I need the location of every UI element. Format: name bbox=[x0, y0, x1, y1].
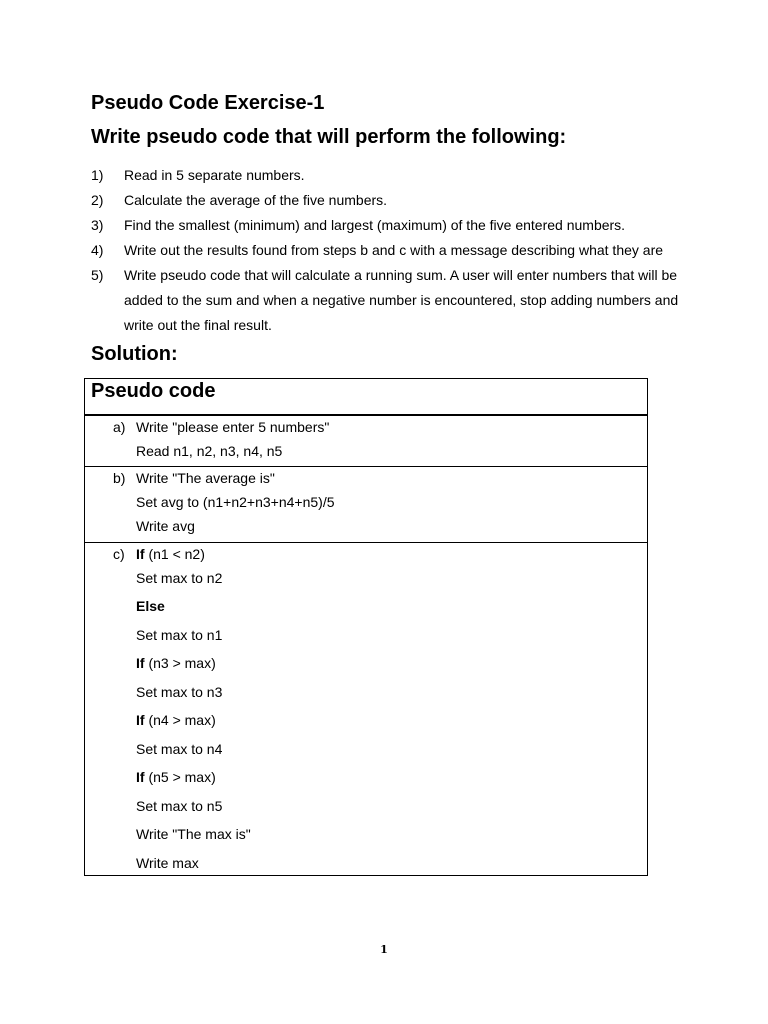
list-item bbox=[91, 238, 691, 263]
code-line bbox=[136, 627, 222, 643]
code-line bbox=[136, 655, 216, 671]
list-item bbox=[91, 213, 691, 238]
code-line bbox=[136, 598, 165, 614]
code-text: Set max to n1 bbox=[136, 627, 223, 643]
document-subtitle: Write pseudo code that will perform the following: bbox=[91, 126, 567, 148]
code-line: Read n1, n2, n3, n4, n5 bbox=[136, 443, 283, 459]
code-line bbox=[136, 741, 222, 757]
requirements-list bbox=[91, 163, 691, 338]
section-letter: a) bbox=[113, 419, 126, 435]
code-line bbox=[136, 826, 251, 842]
list-item-number: 5) bbox=[91, 267, 104, 283]
code-line bbox=[136, 546, 205, 562]
code-text: Set max to n3 bbox=[136, 684, 223, 700]
section-letter: b) bbox=[113, 470, 126, 486]
list-item-number: 4) bbox=[91, 242, 104, 258]
code-text: Set max to n2 bbox=[136, 570, 223, 586]
list-item-text: Find the smallest (minimum) and largest (maximum) of the five entered numbers. bbox=[124, 217, 626, 233]
list-item-text: Write pseudo code that will calculate a running sum. A user will enter numbers that will be added to the sum and when a negative number is encountered, stop adding numbers and write out the final result. bbox=[124, 267, 679, 333]
code-text: (n1 < n2) bbox=[144, 546, 205, 562]
code-text: (n3 > max) bbox=[144, 655, 216, 671]
list-item-number: 2) bbox=[91, 192, 104, 208]
code-keyword: If bbox=[136, 655, 145, 671]
list-item-number: 3) bbox=[91, 217, 104, 233]
code-line bbox=[136, 684, 222, 700]
list-item-text: Write out the results found from steps b and c with a message describing what they are bbox=[124, 242, 664, 258]
code-section-b bbox=[85, 466, 647, 542]
code-line: Write "The average is" bbox=[136, 470, 275, 486]
code-line bbox=[136, 570, 222, 586]
page-number: 1 bbox=[380, 943, 388, 956]
code-line bbox=[136, 769, 216, 785]
code-section-c bbox=[85, 542, 647, 875]
code-line bbox=[136, 855, 199, 871]
code-text: Write max bbox=[136, 855, 199, 871]
code-keyword: Else bbox=[136, 598, 165, 614]
pseudo-code-table bbox=[84, 378, 648, 876]
code-section-a bbox=[85, 416, 647, 466]
code-line bbox=[136, 712, 216, 728]
code-keyword: If bbox=[136, 769, 145, 785]
document-title: Pseudo Code Exercise-1 bbox=[91, 92, 325, 114]
list-item bbox=[91, 188, 691, 213]
list-item-text: Calculate the average of the five numbers. bbox=[124, 192, 388, 208]
list-item-text: Read in 5 separate numbers. bbox=[124, 167, 305, 183]
code-text: (n4 > max) bbox=[144, 712, 216, 728]
section-letter: c) bbox=[113, 546, 125, 562]
solution-heading: Solution: bbox=[91, 343, 178, 365]
code-line: Write avg bbox=[136, 518, 195, 534]
list-item-number: 1) bbox=[91, 167, 104, 183]
list-item bbox=[91, 263, 691, 338]
list-item bbox=[91, 163, 691, 188]
code-text: Write "The max is" bbox=[136, 826, 251, 842]
code-text: (n5 > max) bbox=[144, 769, 216, 785]
code-line bbox=[136, 798, 222, 814]
code-keyword: If bbox=[136, 546, 145, 562]
code-text: Set max to n4 bbox=[136, 741, 223, 757]
table-heading: Pseudo code bbox=[91, 380, 216, 402]
code-line: Set avg to (n1+n2+n3+n4+n5)/5 bbox=[136, 494, 335, 510]
table-header bbox=[85, 379, 647, 416]
code-text: Set max to n5 bbox=[136, 798, 223, 814]
code-keyword: If bbox=[136, 712, 145, 728]
code-line: Write "please enter 5 numbers" bbox=[136, 419, 330, 435]
